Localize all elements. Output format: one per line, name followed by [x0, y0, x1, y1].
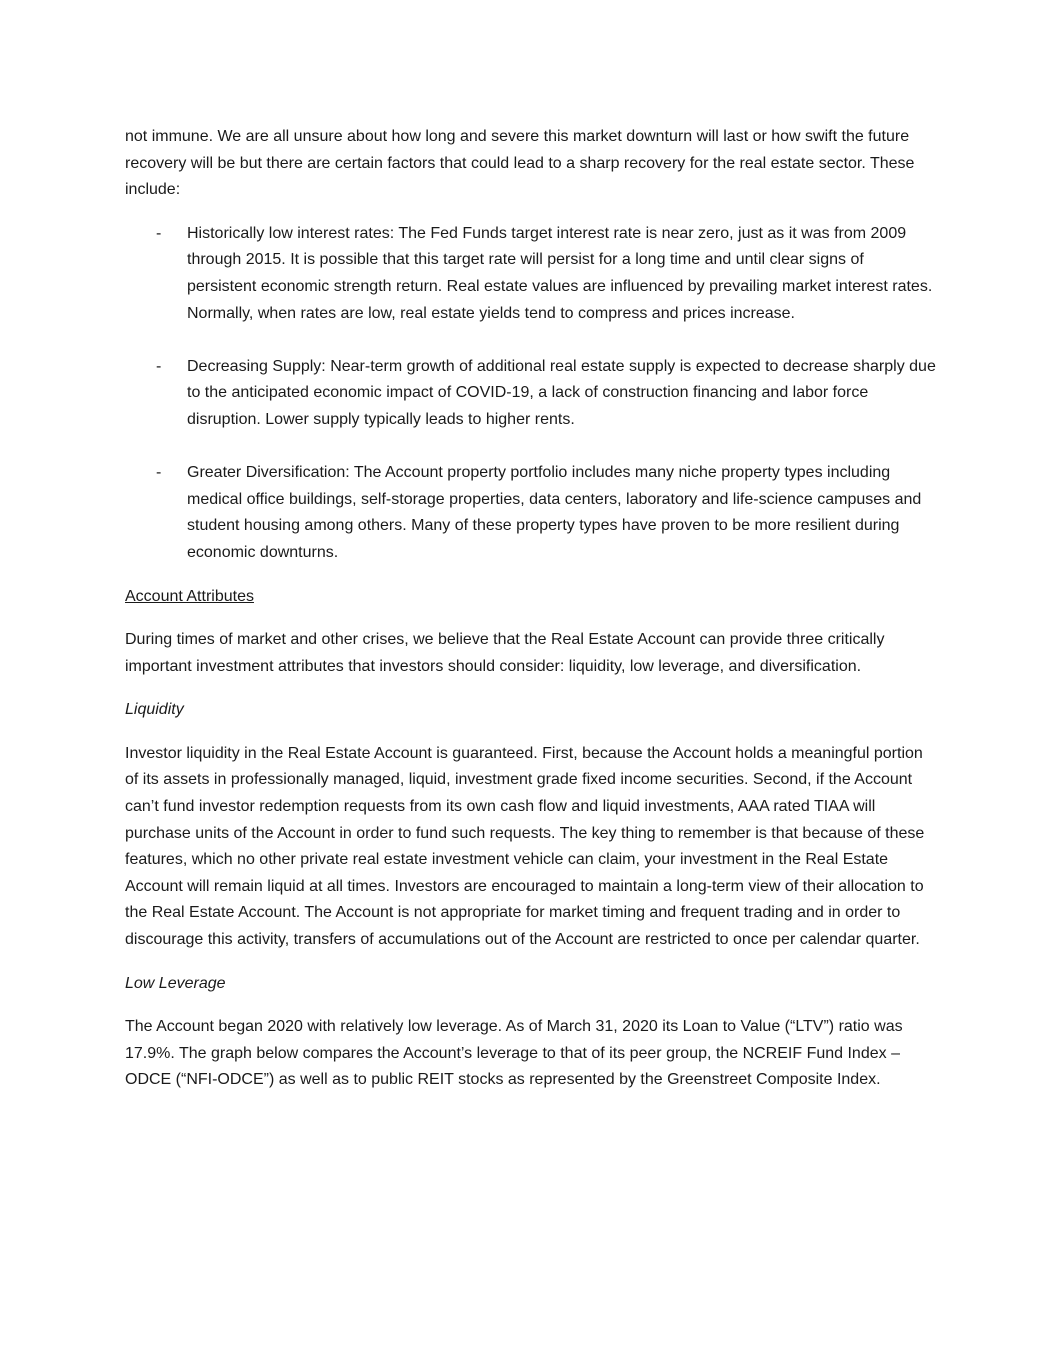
document-page	[125, 124, 937, 1111]
low-leverage-paragraph: The Account began 2020 with relatively low leverage. As of March 31, 2020 its Loan to Value (“LTV”) ratio was 17.9%. The graph below compares the Account’s leverage to that of its peer group, the NCREIF Fund Index – ODCE (“NFI-ODCE”) as well as to public REIT stocks as represented by the Greenstreet Composite Index.	[125, 1018, 903, 1089]
list-item-text: Decreasing Supply: Near-term growth of additional real estate supply is expected to decrease sharply due to the anticipated economic impact of COVID-19, a lack of construction financing and labor force disruption. Lower supply typically leads to higher rents.	[187, 357, 936, 428]
attributes-intro-paragraph: During times of market and other crises, we believe that the Real Estate Account can provide three critically important investment attributes that investors should consider: liquidity, low leverage, and diversification.	[125, 631, 885, 675]
list-item-text: Historically low interest rates: The Fed Funds target interest rate is near zero, just as it was from 2009 through 2015. It is possible that this target rate will persist for a long time and until clear signs of persistent economic strength return. Real estate values are influenced by prevailing market interest rates. Normally, when rates are low, real estate yields tend to compress and prices increase.	[187, 224, 933, 322]
subheading-low-leverage: Low Leverage	[125, 974, 226, 992]
intro-paragraph: not immune. We are all unsure about how long and severe this market downturn will last or how swift the future recovery will be but there are certain factors that could lead to a sharp recovery for the real estate sector. These include:	[125, 128, 915, 199]
list-item-interest-rates	[125, 221, 937, 327]
list-item-diversification	[125, 460, 937, 566]
bullet-dash: -	[156, 464, 162, 482]
recovery-factors-list	[125, 221, 937, 567]
bullet-dash: -	[156, 357, 162, 375]
bullet-dash: -	[156, 224, 162, 242]
section-heading-account-attributes: Account Attributes	[125, 587, 254, 605]
list-item-text: Greater Diversification: The Account property portfolio includes many niche property types including medical office buildings, self-storage properties, data centers, laboratory and life-science campuses and student housing among others. Many of these property types have proven to be more resilient during economic downturns.	[187, 464, 922, 561]
liquidity-paragraph: Investor liquidity in the Real Estate Account is guaranteed. First, because the Account holds a meaningful portion of its assets in professionally managed, liquid, investment grade fixed income securities. Second, if the Account can’t fund investor redemption requests from its own cash flow and liquid investments, AAA rated TIAA will purchase units of the Account in order to fund such requests. The key thing to remember is that because of these features, which no other private real estate investment vehicle can claim, your investment in the Real Estate Account will remain liquid at all times. Investors are encouraged to maintain a long-term view of their allocation to the Real Estate Account. The Account is not appropriate for market timing and frequent trading and in order to discourage this activity, transfers of accumulations out of the Account are restricted to once per calendar quarter.	[125, 744, 925, 949]
list-item-decreasing-supply	[125, 354, 937, 434]
subheading-liquidity: Liquidity	[125, 701, 184, 719]
